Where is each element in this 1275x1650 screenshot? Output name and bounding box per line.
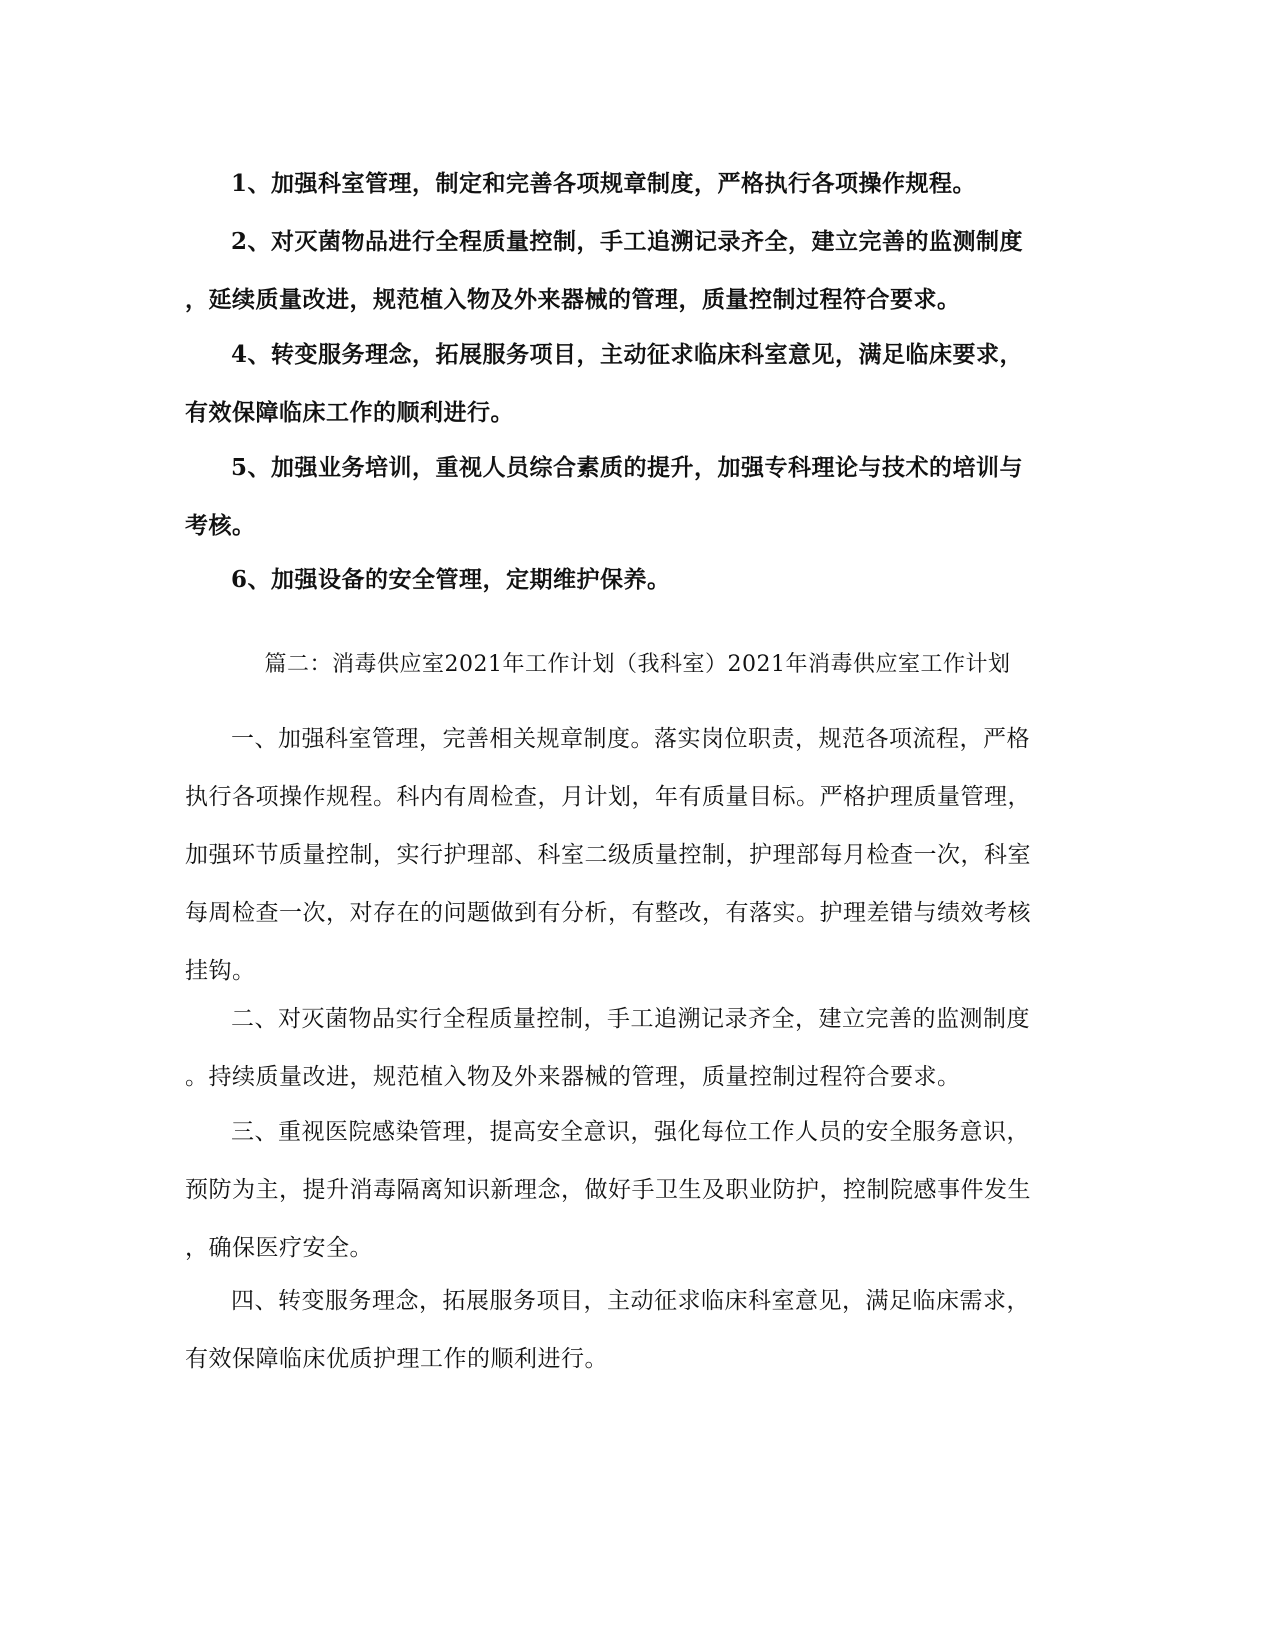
- section-heading: 篇二：消毒供应室2021年工作计划（我科室）2021年消毒供应室工作计划: [264, 652, 1011, 677]
- s2-item-1: [185, 710, 1085, 1000]
- text-line: 四、转变服务理念，拓展服务项目，主动征求临床科室意见，满足临床需求，: [231, 1288, 1030, 1314]
- text-line: 6、加强设备的安全管理，定期维护保养。: [231, 566, 671, 593]
- s1-item-4: [185, 326, 1085, 442]
- text-line: 一、加强科室管理，完善相关规章制度。落实岗位职责，规范各项流程，严格: [231, 726, 1030, 752]
- text-line: ，延续质量改进，规范植入物及外来器械的管理，质量控制过程符合要求。: [185, 286, 961, 313]
- text-line: 考核。: [185, 512, 256, 539]
- text-line: 有效保障临床优质护理工作的顺利进行。: [185, 1346, 608, 1372]
- text-line: 三、重视医院感染管理，提高安全意识，强化每位工作人员的安全服务意识，: [231, 1119, 1030, 1145]
- s2-item-2: [185, 990, 1085, 1106]
- text-line: ，确保医疗安全。: [185, 1235, 373, 1261]
- text-line: 每周检查一次，对存在的问题做到有分析，有整改，有落实。护理差错与绩效考核: [185, 900, 1031, 926]
- s1-item-6: [185, 551, 1085, 609]
- text-line: 5、加强业务培训，重视人员综合素质的提升，加强专科理论与技术的培训与: [231, 454, 1024, 481]
- s1-item-1: [185, 155, 1085, 213]
- text-line: 二、对灭菌物品实行全程质量控制，手工追溯记录齐全，建立完善的监测制度: [231, 1006, 1030, 1032]
- text-line: 2、对灭菌物品进行全程质量控制，手工追溯记录齐全，建立完善的监测制度: [231, 228, 1024, 255]
- text-line: 执行各项操作规程。科内有周检查，月计划，年有质量目标。严格护理质量管理，: [185, 784, 1031, 810]
- s1-item-2: [185, 213, 1085, 329]
- text-line: 。持续质量改进，规范植入物及外来器械的管理，质量控制过程符合要求。: [185, 1064, 961, 1090]
- s1-item-5: [185, 439, 1085, 555]
- text-line: 有效保障临床工作的顺利进行。: [185, 399, 514, 426]
- text-line: 加强环节质量控制，实行护理部、科室二级质量控制，护理部每月检查一次，科室: [185, 842, 1031, 868]
- s2-item-3: [185, 1103, 1085, 1277]
- text-line: 1、加强科室管理，制定和完善各项规章制度，严格执行各项操作规程。: [231, 170, 977, 197]
- s2-item-4: [185, 1272, 1085, 1388]
- text-line: 预防为主，提升消毒隔离知识新理念，做好手卫生及职业防护，控制院感事件发生: [185, 1177, 1031, 1203]
- text-line: 挂钩。: [185, 958, 256, 984]
- text-line: 4、转变服务理念，拓展服务项目，主动征求临床科室意见，满足临床要求，: [231, 341, 1024, 368]
